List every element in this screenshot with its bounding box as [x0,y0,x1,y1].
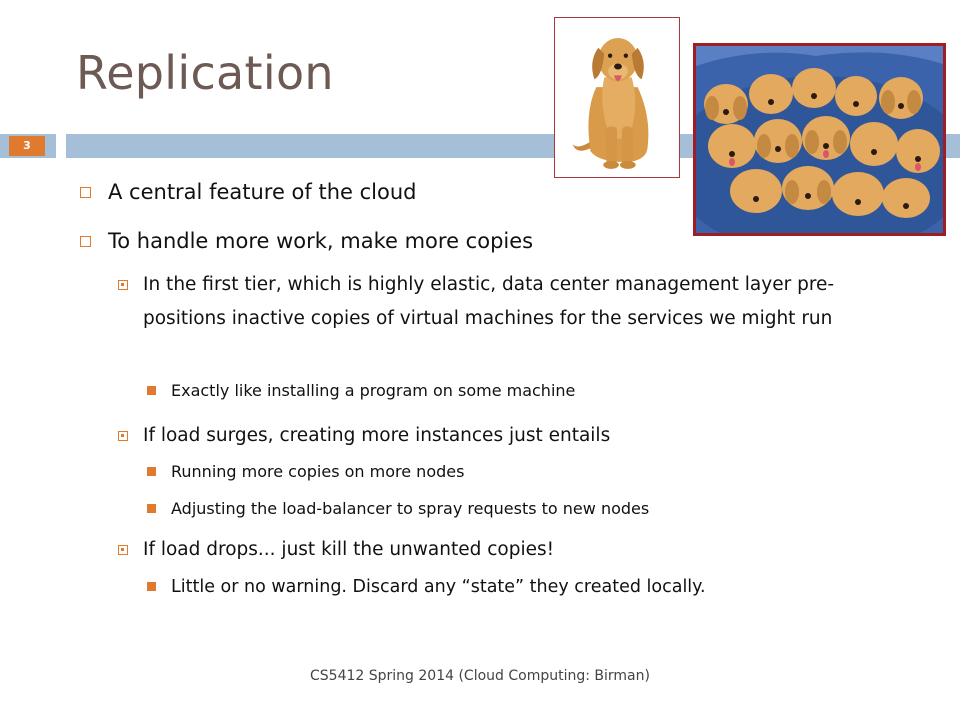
hollow-square-bullet-icon [80,187,91,198]
bullet-level3 [171,577,706,597]
bullet-level1 [108,229,533,253]
bullet-text: To handle more work, make more copies [108,229,534,253]
golden-retriever-dog-picture [555,18,679,177]
filled-square-bullet-icon [147,467,156,476]
bullet-text: If load drops... just kill the unwanted copies! [143,539,555,560]
slide-footer: CS5412 Spring 2014 (Cloud Computing: Birman) [310,668,650,684]
filled-square-bullet-icon [147,582,156,591]
golden-retriever-puppies-picture [696,46,943,233]
bullet-text: Running more copies on more nodes [171,462,465,481]
hollow-square-bullet-icon [80,236,91,247]
filled-square-bullet-icon [147,386,156,395]
bullet-level1 [108,180,416,204]
bullet-level3 [171,462,464,481]
bullet-text: Little or no warning. Discard any “state” they created locally. [171,577,706,597]
dotted-square-bullet-icon [118,545,128,555]
page-number-badge: 3 [9,136,45,156]
bullet-level2 [143,533,863,567]
bullet-level3 [171,499,649,518]
single-dog-image [554,17,680,178]
dotted-square-bullet-icon [118,280,128,290]
bullet-text: If load surges, creating more instances just entails [143,425,611,446]
puppies-image [693,43,946,236]
bullet-text: Exactly like installing a program on some machine [171,381,576,400]
bullet-level3 [171,381,575,400]
bullet-text: A central feature of the cloud [108,180,417,204]
slide-title: Replication [76,46,334,100]
dotted-square-bullet-icon [118,431,128,441]
bullet-level2 [143,268,863,336]
filled-square-bullet-icon [147,504,156,513]
bullet-level2 [143,419,863,453]
bullet-text: In the first tier, which is highly elastic, data center management layer pre-positions inactive copies of virtual machines for the services we might run [143,274,835,329]
bullet-text: Adjusting the load-balancer to spray requests to new nodes [171,499,650,518]
